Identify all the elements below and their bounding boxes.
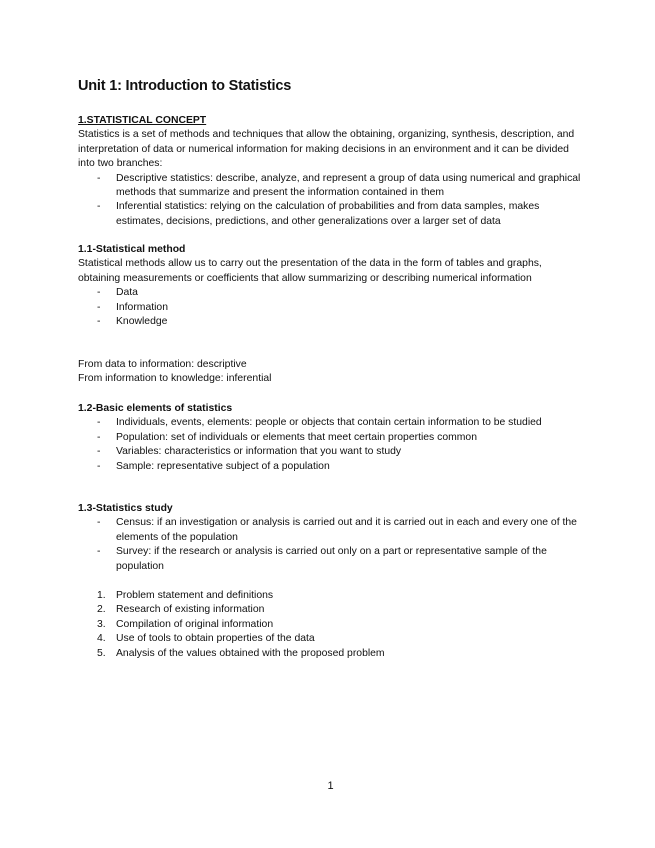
list-number: 3.	[97, 618, 106, 630]
page-title: Unit 1: Introduction to Statistics	[78, 78, 292, 94]
section-heading: 1.STATISTICAL CONCEPT	[78, 115, 207, 126]
section-basic-elements	[78, 402, 583, 474]
list-item	[78, 618, 583, 632]
list-number: 4.	[97, 633, 106, 645]
section-heading: 1.2-Basic elements of statistics	[78, 403, 233, 414]
list-item: - Knowledge	[78, 315, 583, 329]
section-statistics-study	[78, 502, 583, 574]
note-line: From data to information: descriptive	[78, 359, 247, 370]
document-page	[78, 0, 583, 848]
section-statistical-method	[78, 243, 583, 329]
data-to-knowledge-notes	[78, 358, 583, 387]
list-text: Use of tools to obtain properties of the data	[116, 633, 315, 645]
numbered-list	[78, 589, 583, 661]
list-number: 5.	[97, 647, 106, 659]
list-item	[78, 632, 583, 646]
list-item: - Census: if an investigation or analysis is carried out and it is carried out in each and every one of the elements of the population	[78, 516, 583, 545]
list-item	[78, 589, 583, 603]
list-text: Compilation of original information	[116, 618, 274, 630]
study-steps	[78, 589, 583, 661]
list-item: - Survey: if the research or analysis is carried out only on a part or representative sample of the population	[78, 545, 583, 574]
list-item: - Variables: characteristics or information that you want to study	[78, 445, 583, 459]
note-line: From information to knowledge: inferential	[78, 373, 272, 385]
list-item: - Descriptive statistics: describe, analyze, and represent a group of data using numerical and graphical methods that summarize and present the information contained in them	[78, 172, 583, 201]
list-item: - Population: set of individuals or elements that meet certain properties common	[78, 431, 583, 445]
bullet-list	[78, 416, 583, 474]
list-item: - Information	[78, 301, 583, 315]
list-text: Research of existing information	[116, 604, 265, 616]
list-number: 1.	[97, 590, 106, 601]
bullet-list	[78, 172, 583, 230]
page-number: 1	[327, 780, 334, 792]
list-text: Problem statement and definitions	[116, 590, 274, 601]
list-number: 2.	[97, 604, 106, 616]
list-item	[78, 603, 583, 617]
section-heading: 1.3-Statistics study	[78, 503, 173, 514]
list-item: - Sample: representative subject of a population	[78, 460, 583, 474]
section-statistical-concept	[78, 114, 583, 229]
section-heading: 1.1-Statistical method	[78, 244, 186, 255]
list-text: Analysis of the values obtained with the proposed problem	[116, 647, 385, 659]
section-paragraph: Statistics is a set of methods and techniques that allow the obtaining, organizing, synthesis, description, and interpretation of data or numerical information for making decisions in an environment and it can be divided into two branches:	[78, 129, 575, 170]
list-item	[78, 647, 583, 661]
list-item: - Individuals, events, elements: people or objects that contain certain information to be studied	[78, 416, 583, 430]
bullet-list	[78, 286, 583, 329]
list-item: - Data	[78, 286, 583, 300]
section-paragraph: Statistical methods allow us to carry out the presentation of the data in the form of tables and graphs, obtaining measurements or coefficients that allow summarizing or describing numerical information	[78, 258, 542, 284]
list-item: - Inferential statistics: relying on the calculation of probabilities and from data samples, makes estimates, decisions, predictions, and other generalizations over a larger set of data	[78, 200, 583, 229]
bullet-list	[78, 516, 583, 574]
